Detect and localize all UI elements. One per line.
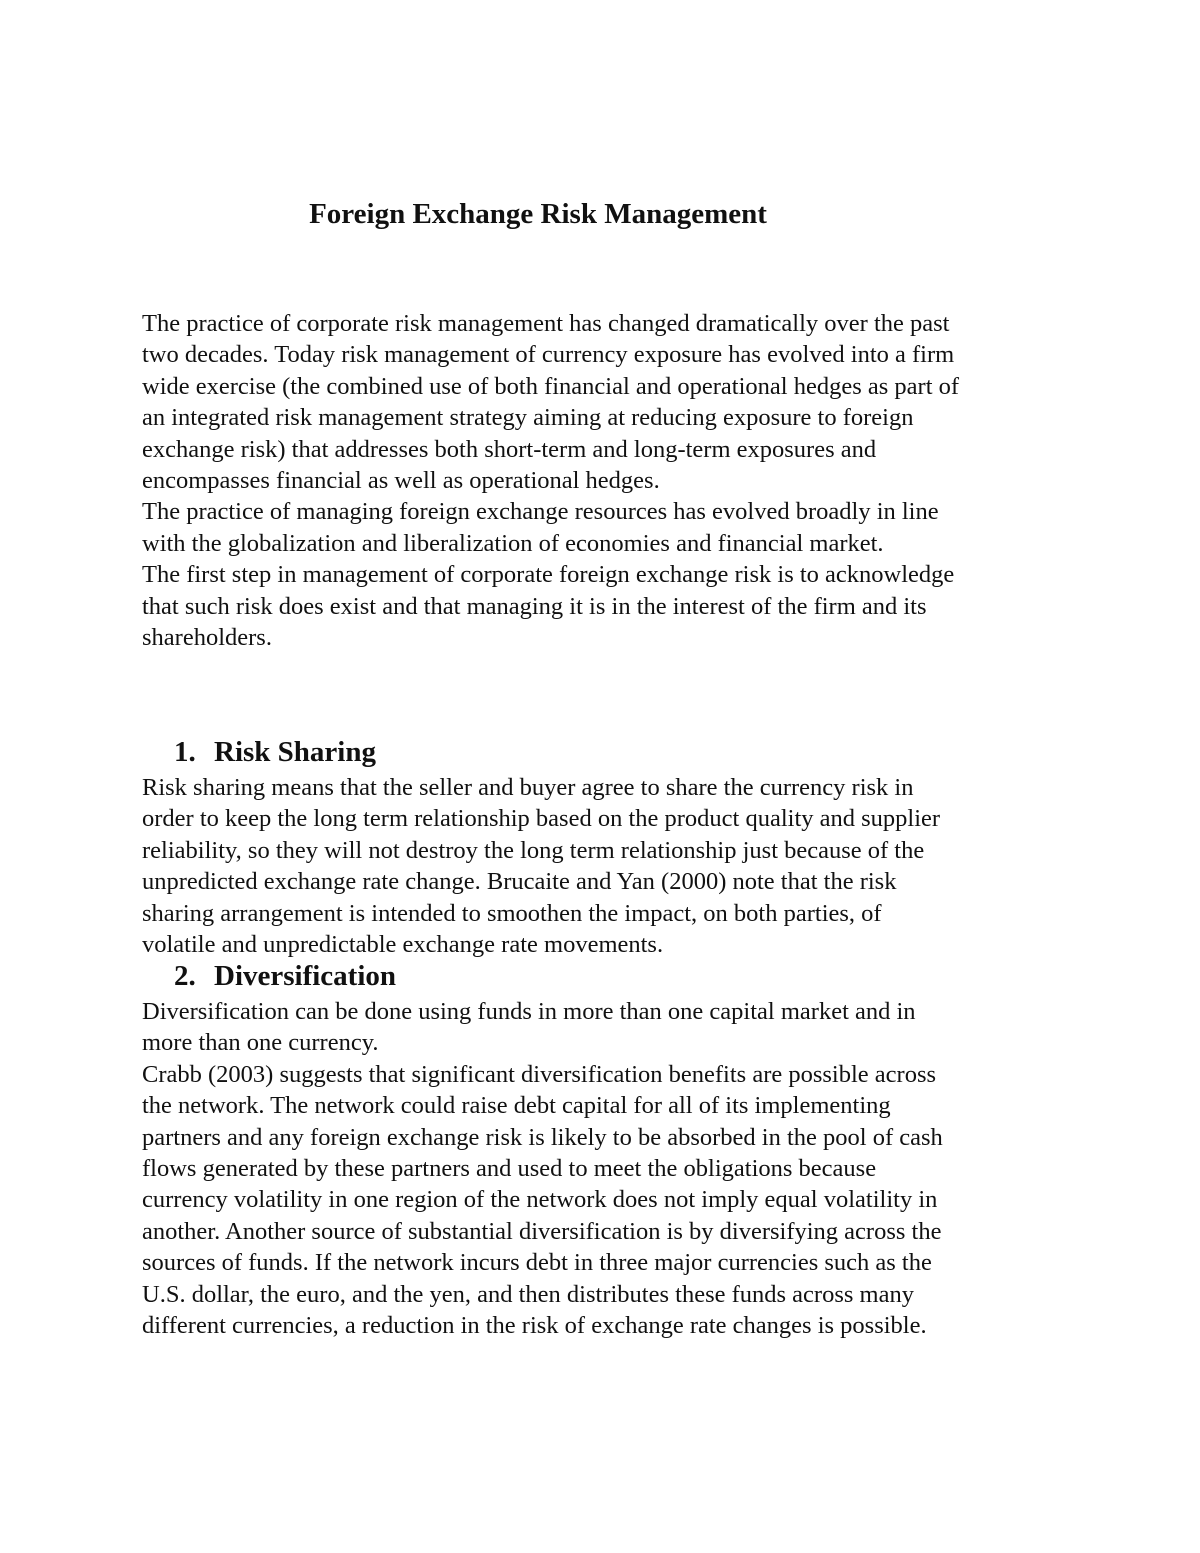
- text-line: more than one currency.: [142, 1029, 379, 1057]
- section-title: Diversification: [214, 960, 397, 992]
- text-line: an integrated risk management strategy aiming at reducing exposure to foreign: [142, 404, 914, 432]
- text-line: sources of funds. If the network incurs debt in three major currencies such as the: [142, 1249, 932, 1277]
- text-line: encompasses financial as well as operational hedges.: [142, 467, 660, 495]
- text-line: another. Another source of substantial diversification is by diversifying across the: [142, 1217, 942, 1245]
- section-number: 2.: [174, 960, 196, 992]
- text-line: partners and any foreign exchange risk is likely to be absorbed in the pool of cash: [142, 1123, 943, 1151]
- section-body-diversification: [142, 996, 1072, 1341]
- intro-paragraphs: [142, 308, 1072, 653]
- text-line: exchange risk) that addresses both short-term and long-term exposures and: [142, 435, 877, 463]
- text-line: The practice of managing foreign exchange resources has evolved broadly in line: [142, 498, 939, 526]
- section-number: 1.: [174, 736, 196, 768]
- text-line: volatile and unpredictable exchange rate movements.: [142, 931, 664, 959]
- section-title: Risk Sharing: [214, 736, 376, 768]
- text-line: flows generated by these partners and used to meet the obligations because: [142, 1155, 877, 1183]
- text-line: Diversification can be done using funds in more than one capital market and in: [142, 998, 916, 1025]
- text-line: with the globalization and liberalization of economies and financial market.: [142, 529, 884, 557]
- text-line: sharing arrangement is intended to smoothen the impact, on both parties, of: [142, 899, 882, 927]
- text-line: different currencies, a reduction in the risk of exchange rate changes is possible.: [142, 1312, 927, 1340]
- section-heading-risk-sharing: [174, 734, 376, 770]
- text-line: Crabb (2003) suggests that significant diversification benefits are possible across: [142, 1060, 937, 1088]
- text-line: two decades. Today risk management of currency exposure has evolved into a firm: [142, 341, 955, 369]
- text-line: currency volatility in one region of the network does not imply equal volatility in: [142, 1186, 938, 1214]
- text-line: the network. The network could raise debt capital for all of its implementing: [142, 1092, 891, 1120]
- text-line: U.S. dollar, the euro, and the yen, and then distributes these funds across many: [142, 1280, 914, 1308]
- section-heading-diversification: [174, 958, 396, 994]
- text-line: The practice of corporate risk management has changed dramatically over the past: [142, 310, 950, 337]
- text-line: that such risk does exist and that managing it is in the interest of the firm and its: [142, 592, 927, 620]
- text-line: order to keep the long term relationship based on the product quality and supplier: [142, 805, 941, 833]
- document-title: Foreign Exchange Risk Management: [309, 198, 767, 230]
- section-body-risk-sharing: [142, 772, 1072, 960]
- text-line: reliability, so they will not destroy the long term relationship just because of the: [142, 836, 925, 864]
- text-line: Risk sharing means that the seller and buyer agree to share the currency risk in: [142, 774, 914, 801]
- text-line: unpredicted exchange rate change. Brucaite and Yan (2000) note that the risk: [142, 868, 897, 896]
- text-line: The first step in management of corporate foreign exchange risk is to acknowledge: [142, 561, 955, 589]
- text-line: wide exercise (the combined use of both financial and operational hedges as part of: [142, 372, 960, 400]
- text-line: shareholders.: [142, 624, 272, 652]
